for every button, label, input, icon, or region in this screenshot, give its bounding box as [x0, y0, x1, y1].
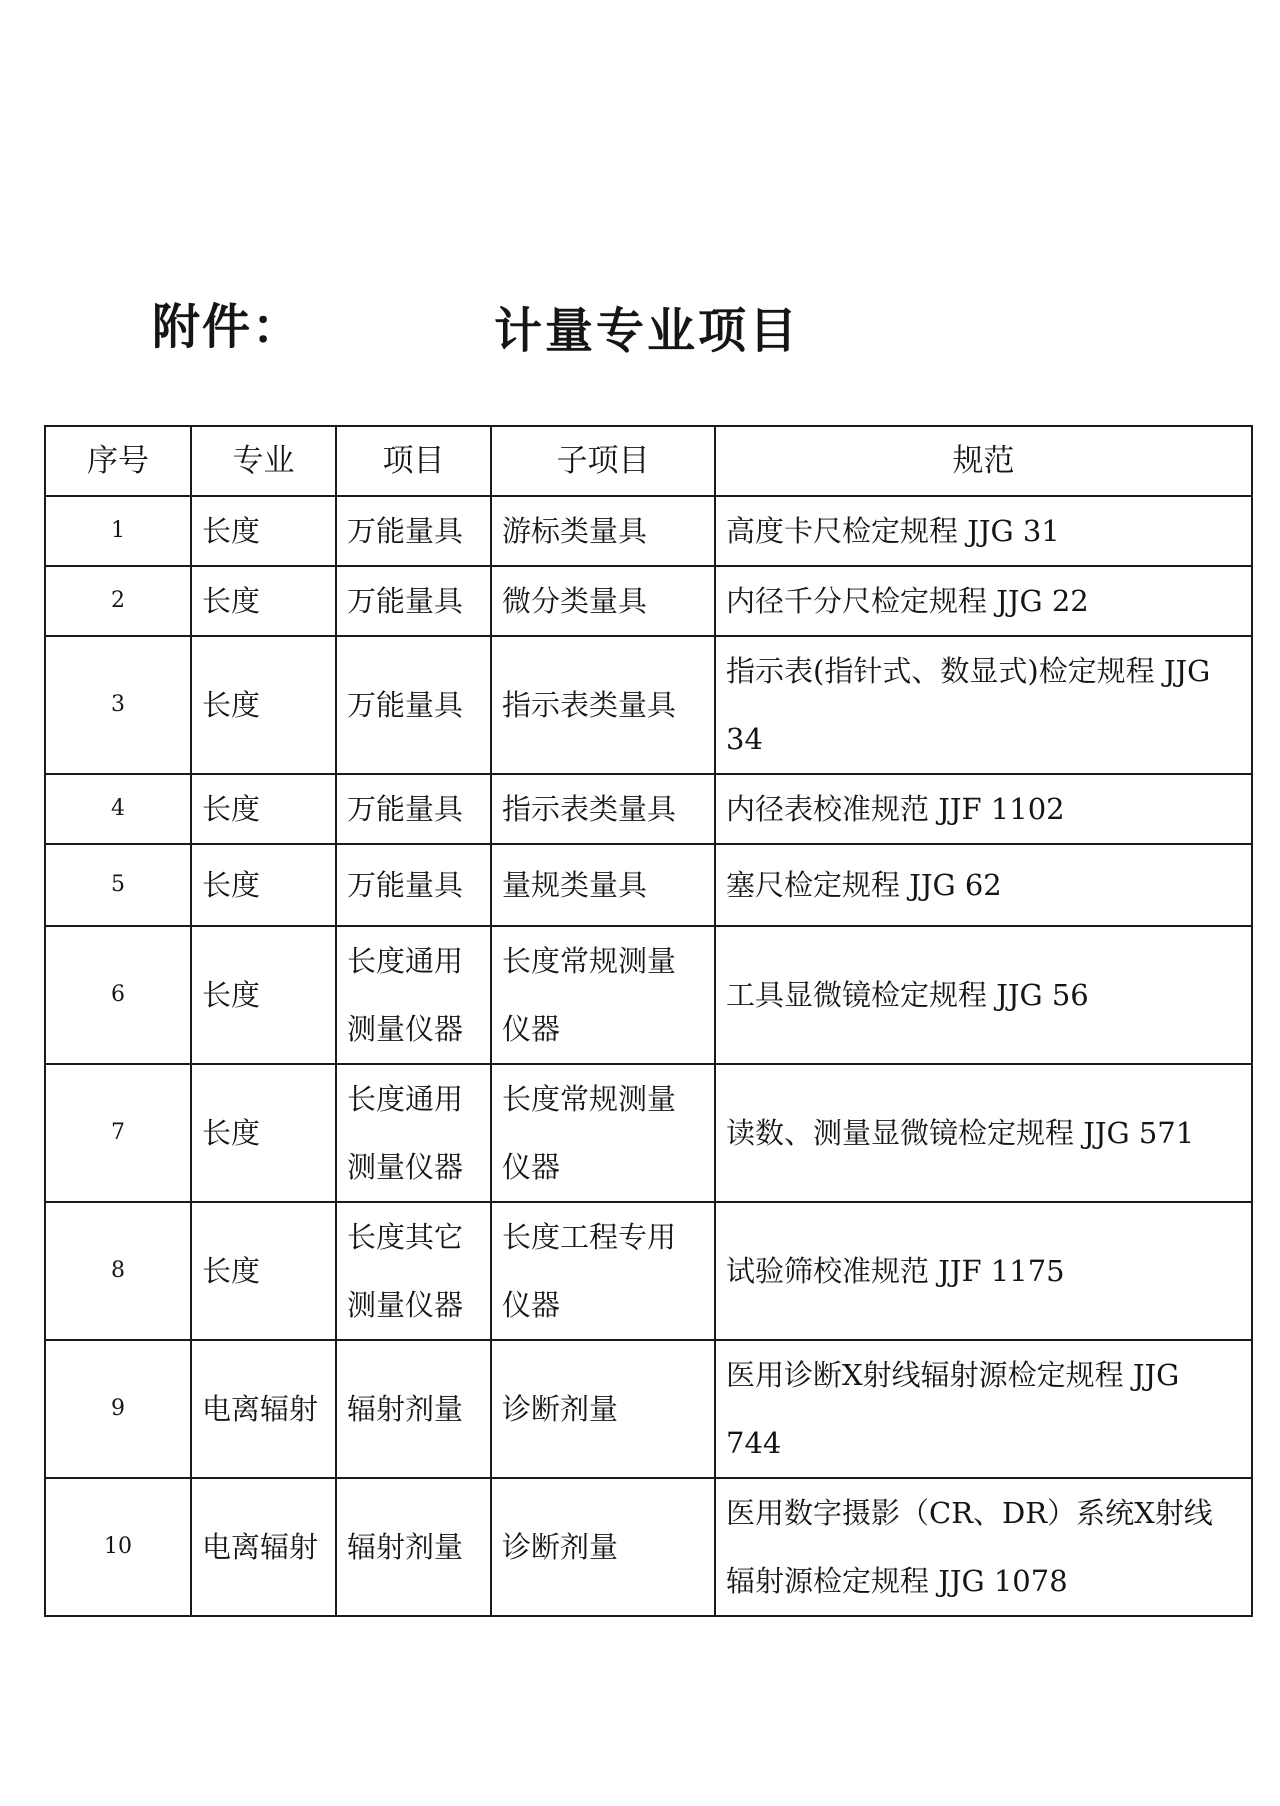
row-project: 辐射剂量	[336, 1340, 491, 1478]
row-project: 万能量具	[336, 844, 491, 926]
row-seq: 9	[45, 1340, 191, 1478]
row-subproject: 微分类量具	[491, 566, 715, 636]
row-seq: 6	[45, 926, 191, 1064]
header-standard: 规范	[715, 426, 1252, 496]
row-project: 万能量具	[336, 774, 491, 844]
row-standard: 内径表校准规范 JJF 1102	[715, 774, 1252, 844]
row-standard: 塞尺检定规程 JJG 62	[715, 844, 1252, 926]
row-seq: 4	[45, 774, 191, 844]
row-standard: 内径千分尺检定规程 JJG 22	[715, 566, 1252, 636]
row-standard: 试验筛校准规范 JJF 1175	[715, 1202, 1252, 1340]
table-row	[45, 1340, 1252, 1478]
row-specialty: 长度	[191, 636, 336, 774]
table-row	[45, 1478, 1252, 1616]
header-seq: 序号	[45, 426, 191, 496]
row-specialty: 长度	[191, 774, 336, 844]
attachment-label: 附件：	[152, 299, 303, 355]
row-standard: 高度卡尺检定规程 JJG 31	[715, 496, 1252, 566]
row-subproject: 指示表类量具	[491, 774, 715, 844]
row-subproject: 长度工程专用仪器	[491, 1202, 715, 1340]
row-specialty: 长度	[191, 566, 336, 636]
row-specialty: 长度	[191, 1202, 336, 1340]
table-row	[45, 1064, 1252, 1202]
row-project: 长度通用测量仪器	[336, 1064, 491, 1202]
row-subproject: 长度常规测量仪器	[491, 926, 715, 1064]
row-specialty: 长度	[191, 926, 336, 1064]
row-project: 万能量具	[336, 566, 491, 636]
row-subproject: 诊断剂量	[491, 1478, 715, 1616]
header-specialty: 专业	[191, 426, 336, 496]
table-header-row	[45, 426, 1252, 496]
row-project: 万能量具	[336, 496, 491, 566]
row-seq: 8	[45, 1202, 191, 1340]
row-subproject: 游标类量具	[491, 496, 715, 566]
row-project: 辐射剂量	[336, 1478, 491, 1616]
table-row	[45, 926, 1252, 1064]
row-specialty: 长度	[191, 1064, 336, 1202]
row-standard: 工具显微镜检定规程 JJG 56	[715, 926, 1252, 1064]
row-specialty: 长度	[191, 496, 336, 566]
row-subproject: 量规类量具	[491, 844, 715, 926]
row-seq: 5	[45, 844, 191, 926]
table-row	[45, 774, 1252, 844]
table-row	[45, 1202, 1252, 1340]
table-row	[45, 636, 1252, 774]
header-project: 项目	[336, 426, 491, 496]
row-standard: 医用诊断X射线辐射源检定规程 JJG 744	[715, 1340, 1252, 1478]
document-title: 计量专业项目	[494, 303, 801, 359]
header-subproject: 子项目	[491, 426, 715, 496]
row-specialty: 电离辐射	[191, 1478, 336, 1616]
row-standard: 指示表(指针式、数显式)检定规程 JJG 34	[715, 636, 1252, 774]
row-standard: 读数、测量显微镜检定规程 JJG 571	[715, 1064, 1252, 1202]
row-seq: 7	[45, 1064, 191, 1202]
row-specialty: 电离辐射	[191, 1340, 336, 1478]
row-specialty: 长度	[191, 844, 336, 926]
table-row	[45, 844, 1252, 926]
row-subproject: 诊断剂量	[491, 1340, 715, 1478]
table-row	[45, 566, 1252, 636]
row-subproject: 长度常规测量仪器	[491, 1064, 715, 1202]
row-seq: 2	[45, 566, 191, 636]
table-row	[45, 496, 1252, 566]
metrology-items-table	[44, 425, 1253, 1617]
row-seq: 10	[45, 1478, 191, 1616]
row-seq: 3	[45, 636, 191, 774]
row-subproject: 指示表类量具	[491, 636, 715, 774]
row-project: 万能量具	[336, 636, 491, 774]
row-project: 长度其它测量仪器	[336, 1202, 491, 1340]
row-project: 长度通用测量仪器	[336, 926, 491, 1064]
row-seq: 1	[45, 496, 191, 566]
row-standard: 医用数字摄影（CR、DR）系统X射线辐射源检定规程 JJG 1078	[715, 1478, 1252, 1616]
